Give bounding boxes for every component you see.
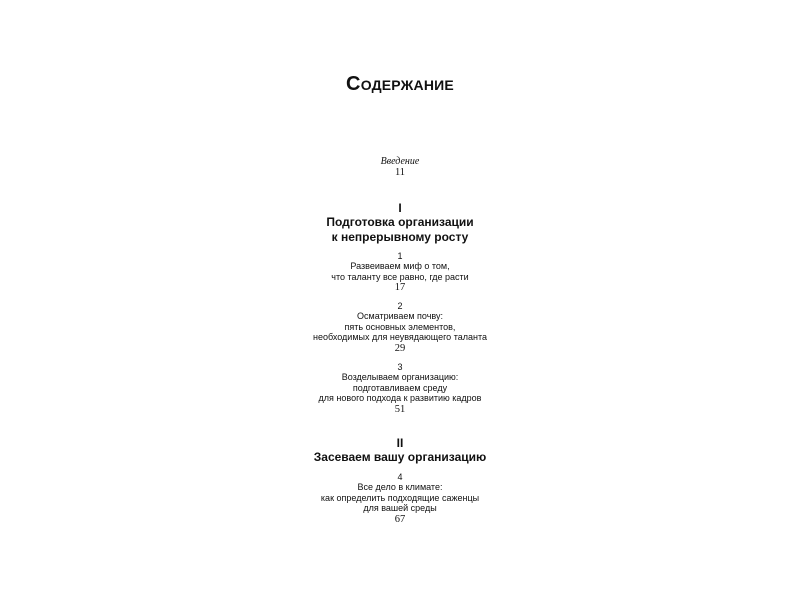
chapter-title-line: подготавливаем среду [352, 382, 448, 393]
page-title: Содержание [346, 73, 454, 95]
toc-part-1 [0, 202, 800, 245]
chapter-page-number: 29 [394, 342, 406, 354]
chapter-number: 4 [397, 472, 403, 482]
toc-chapter-1 [0, 251, 800, 293]
chapter-title-line: что таланту все равно, где расти [331, 271, 469, 282]
chapter-number: 3 [397, 362, 403, 372]
toc-entry-introduction [0, 156, 800, 178]
chapter-title-line: необходимых для неувядающего таланта [313, 332, 487, 342]
chapter-page-number: 67 [394, 513, 406, 525]
chapter-title-line: Все дело в климате: [357, 482, 443, 492]
chapter-page-number: 51 [394, 403, 406, 415]
chapter-number: 2 [397, 301, 403, 311]
introduction-label: Введение [380, 156, 420, 167]
toc-chapter-4 [0, 472, 800, 525]
chapter-title-line: как определить подходящие саженцы [320, 492, 480, 503]
chapter-title-line: для вашей среды [363, 503, 437, 513]
chapter-title-line: для нового подхода к развитию кадров [318, 393, 482, 403]
part-number: I [398, 201, 402, 215]
part-title-line: к непрерывному росту [331, 230, 469, 244]
chapter-title-line: Развеиваем миф о том, [350, 261, 450, 271]
part-title-line: Засеваем вашу организацию [313, 450, 487, 464]
chapter-page-number: 17 [394, 282, 406, 293]
introduction-page-number: 11 [394, 167, 406, 178]
chapter-title-line: Возделываем организацию: [341, 372, 459, 382]
chapter-title-line: пять основных элементов, [344, 321, 456, 332]
toc-part-2 [0, 437, 800, 465]
toc-chapter-3 [0, 362, 800, 415]
toc-chapter-2 [0, 301, 800, 354]
part-number: II [396, 436, 404, 450]
part-title-line: Подготовка организации [326, 215, 474, 229]
chapter-number: 1 [397, 251, 403, 261]
chapter-title-line: Осматриваем почву: [357, 311, 443, 321]
